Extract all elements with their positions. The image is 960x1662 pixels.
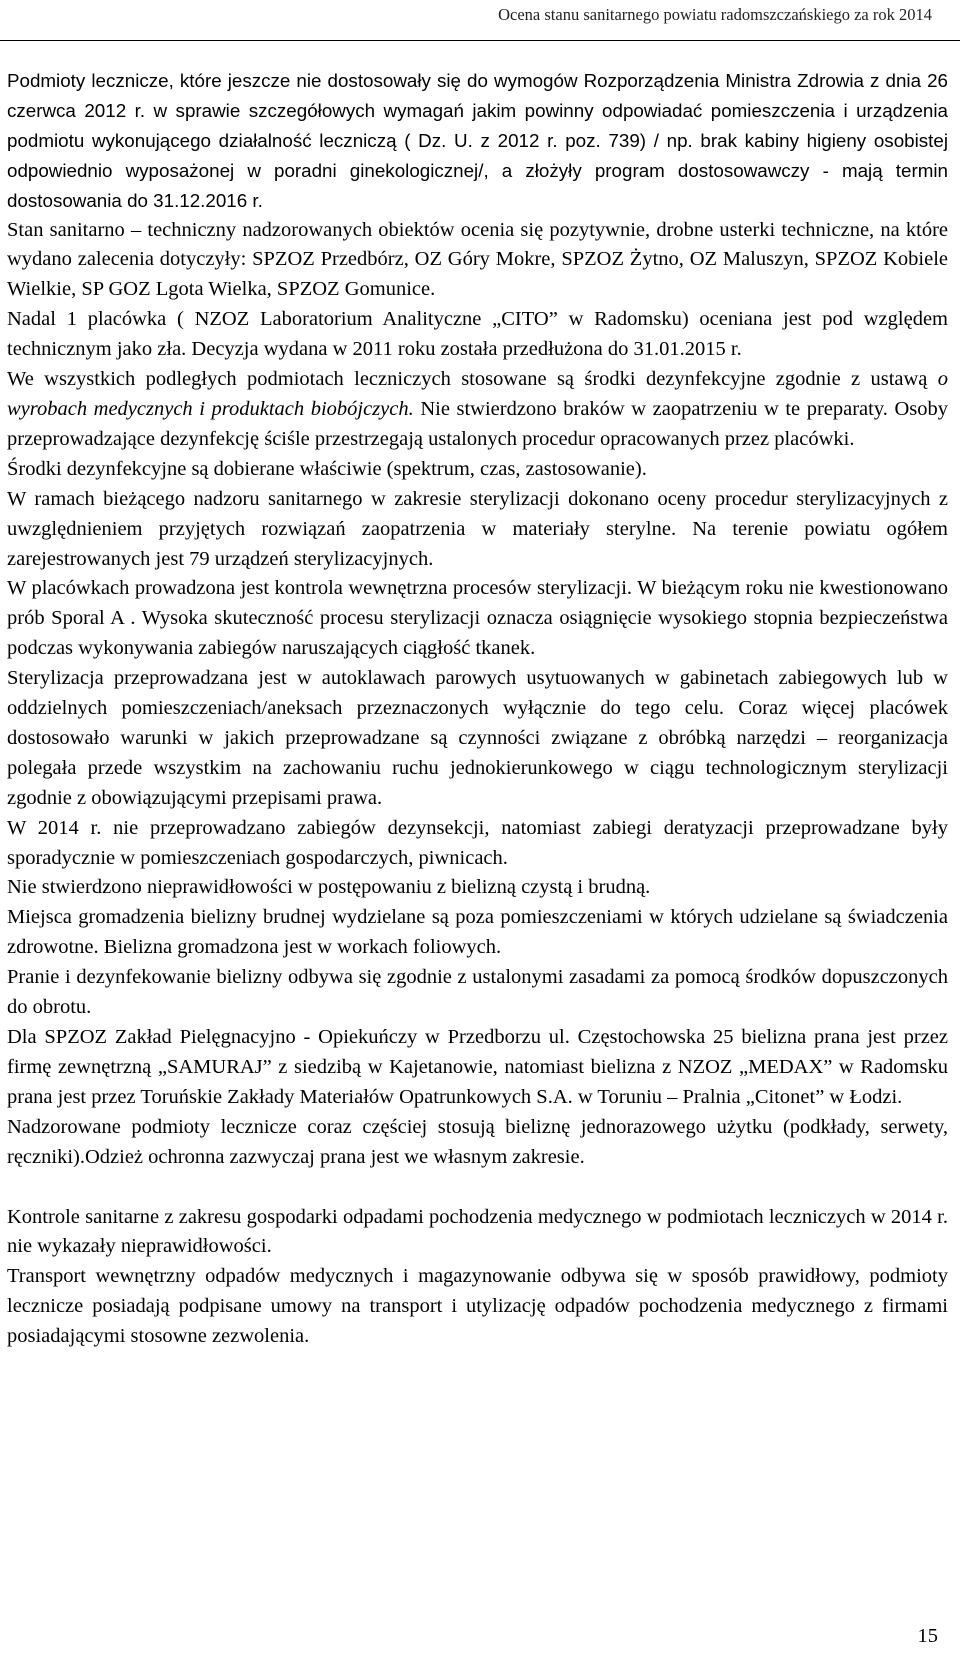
running-header-title: Ocena stanu sanitarnego powiatu radomszczańskiego za rok 2014	[498, 5, 932, 24]
paragraph-linen-washing: Pranie i dezynfekowanie bielizny odbywa się zgodnie z ustalonymi zasadami za pomocą środków dopuszczonych do obrotu.	[7, 966, 948, 1019]
paragraph-disinfectant-selection: Środki dezynfekcyjne są dobierane właściwie (spektrum, czas, zastosowanie).	[7, 457, 647, 480]
paragraph-disposable-linen: Nadzorowane podmioty lecznicze coraz częściej stosują bieliznę jednorazowego użytku (podkłady, serwety, ręczniki).Odzież ochronna zazwyczaj prana jest we własnym zakresie.	[7, 1115, 948, 1168]
paragraph-dirty-linen-storage: Miejsca gromadzenia bielizny brudnej wydzielane są poza pomieszczeniami w których udzielane są świadczenia zdrowotne. Bielizna gromadzona jest w workach foliowych.	[7, 906, 948, 959]
paragraph-sterilization-procedures: W ramach bieżącego nadzoru sanitarnego w zakresie sterylizacji dokonano oceny procedur sterylizacyjnych z uwzględnieniem przyjętych rozwiązań zaopatrzenia w materiały sterylne. Na terenie powiatu ogółem zarejestrowanych jest 79 urządzeń sterylizacyjnych.	[7, 487, 948, 570]
paragraph-pest-control: W 2014 r. nie przeprowadzano zabiegów dezynsekcji, natomiast zabiegi deratyzacji przeprowadzane były sporadycznie w pomieszczeniach gospodarczych, piwnicach.	[7, 816, 948, 869]
document-body	[7, 66, 948, 1352]
paragraph-stan-sanitarno-techniczny: Stan sanitarno – techniczny nadzorowanych obiektów ocenia się pozytywnie, drobne usterki techniczne, na które wydano zalecenia dotyczyły: SPZOZ Przedbórz, OZ Góry Mokre, SPZOZ Żytno, OZ Maluszyn, SPZOZ Kobiele Wielkie, SP GOZ Lgota Wielka, SPZOZ Gomunice.	[7, 218, 948, 301]
paragraph-sterilization-control: W placówkach prowadzona jest kontrola wewnętrzna procesów sterylizacji. W bieżącym roku nie kwestionowano prób Sporal A . Wysoka skuteczność procesu sterylizacji oznacza osiągnięcie wysokiego stopnia bezpieczeństwa podczas wykonywania zabiegów naruszających ciągłość tkanek.	[7, 577, 948, 660]
paragraph-disinfectants-after: Nie stwierdzono braków w zaopatrzeniu w te preparaty. Osoby przeprowadzające dezynfekcję ściśle przestrzegają ustalonych procedur opracowanych przez placówki.	[7, 397, 948, 450]
paragraph-laundry-contractors: Dla SPZOZ Zakład Pielęgnacyjno - Opiekuńczy w Przedborzu ul. Częstochowska 25 bielizna prana jest przez firmę zewnętrzną „SAMURAJ” z siedzibą w Kajetanowie, natomiast bielizna z NZOZ „MEDAX” w Radomsku prana jest przez Toruńskie Zakłady Materiałów Opatrunkowych S.A. w Toruniu – Pralnia „Citonet” w Łodzi.	[7, 1026, 948, 1108]
paragraph-medical-waste-transport: Transport wewnętrzny odpadów medycznych i magazynowanie odbywa się w sposób prawidłowy, podmioty lecznicze posiadają podpisane umowy na transport i utylizację odpadów pochodzenia medycznego z firmami posiadającymi stosowne zezwolenia.	[7, 1265, 948, 1348]
paragraph-cito-laboratory: Nadal 1 placówka ( NZOZ Laboratorium Analityczne „CITO” w Radomsku) oceniana jest pod względem technicznym jako zła. Decyzja wydana w 2011 roku została przedłużona do 31.01.2015 r.	[7, 308, 948, 361]
law-title-italic: o wyrobach medycznych i produktach biobójczych.	[7, 368, 948, 420]
paragraph-podmioty-lecznicze: Podmioty lecznicze, które jeszcze nie dostosowały się do wymogów Rozporządzenia Ministra Zdrowia z dnia 26 czerwca 2012 r. w sprawie szczegółowych wymagań jakim powinny odpowiadać pomieszczenia i urządzenia podmiotu wykonującego działalność leczniczą ( Dz. U. z 2012 r. poz. 739) / np. brak kabiny higieny osobistej odpowiednio wyposażonej w poradni ginekologicznej/, a złożyły program dostosowawczy - mają termin dostosowania do 31.12.2016 r.	[7, 70, 948, 211]
paragraph-disinfectants-before: We wszystkich podległych podmiotach leczniczych stosowane są środki dezynfekcyjne zgodnie z ustawą	[7, 368, 938, 391]
paragraph-disinfectants	[7, 365, 948, 455]
paragraph-linen-handling: Nie stwierdzono nieprawidłowości w postępowaniu z bielizną czystą i brudną.	[7, 876, 651, 899]
page-number: 15	[917, 1625, 938, 1647]
paragraph-autoclaves: Sterylizacja przeprowadzana jest w autoklawach parowych usytuowanych w gabinetach zabiegowych lub w oddzielnych pomieszczeniach/aneksach przeznaczonych wyłącznie do tego celu. Coraz więcej placówek dostosowało warunki w jakich przeprowadzane są czynności związane z obróbką narzędzi – reorganizacja polegała przede wszystkim na zachowaniu ruchu jednokierunkowego w ciągu technologicznym sterylizacji zgodnie z obowiązującymi przepisami prawa.	[7, 667, 948, 809]
page-header	[0, 0, 960, 41]
paragraph-spacer	[7, 1173, 948, 1203]
paragraph-medical-waste-controls: Kontrole sanitarne z zakresu gospodarki odpadami pochodzenia medycznego w podmiotach leczniczych w 2014 r. nie wykazały nieprawidłowości.	[7, 1205, 948, 1258]
